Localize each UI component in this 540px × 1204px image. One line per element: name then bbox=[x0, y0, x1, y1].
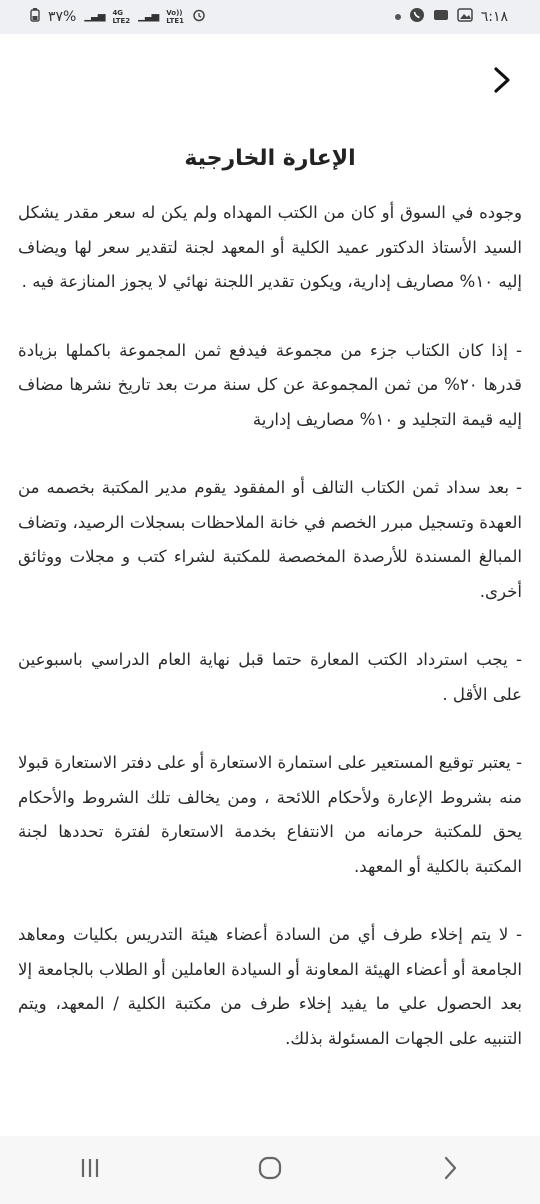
paragraph: وجوده في السوق أو كان من الكتب المهداه ولم يكن له سعر مقدر يشكل السيد الأستاذ الدكتور عميد الكلية أو المعهد لجنة لتقدير سعر لها ويضاف إليه ١٠% مصاريف إدارية، ويكون تقدير اللجنة نهائي لا يجوز المنازعة فيه . bbox=[18, 203, 522, 291]
paragraph: - بعد سداد ثمن الكتاب التالف أو المفقود يقوم مدير المكتبة بخصمه من العهدة وتسجيل مبرر الخصم في خانة الملاحظات بسجلات الرصيد، وتضاف المبالغ المسندة للأرصدة المخصصة للمكتبة لشراء كتب و مجلات ووثائق أخرى. bbox=[17, 478, 522, 601]
recents-icon bbox=[78, 1157, 102, 1183]
status-bar bbox=[0, 0, 540, 34]
paragraph: - لا يتم إخلاء طرف أي من السادة أعضاء هيئة التدريس بكليات ومعاهد الجامعة أو أعضاء الهيئة المعاونة أو السيادة العاملين أو الطلاب بالجامعة إلا بعد الحصول علي ما يفيد إخلاء طرف من مكتبة الكلية / المعهد، ويتم التنبيه على الجهات المسئولة بذلك. bbox=[18, 925, 522, 1048]
home-icon bbox=[257, 1155, 283, 1185]
battery-percent: ٣٧% bbox=[48, 9, 77, 25]
network-indicator-1: 4G LTE2 bbox=[112, 9, 131, 25]
notification-dot-icon bbox=[395, 14, 401, 20]
article-body bbox=[18, 196, 522, 1090]
paragraph: - يعتبر توقيع المستعير على استمارة الاستعارة أو على دفتر الاستعارة قبولا منه بشروط الإعارة ولأحكام اللائحة ، ومن يخالف تلك الشروط والأحكام يحق للمكتبة حرمانه من الانتفاع بخدمة الاستعارة لفترة تحددها لجنة المكتبة بالكلية أو المعهد. bbox=[18, 753, 522, 876]
battery-icon bbox=[30, 8, 40, 26]
status-right bbox=[395, 7, 540, 27]
chevron-right-icon bbox=[492, 66, 512, 98]
back-button[interactable] bbox=[484, 64, 520, 100]
status-left bbox=[0, 8, 206, 26]
page-title: الإعارة الخارجية bbox=[184, 146, 356, 171]
paragraph: - يجب استرداد الكتب المعارة حتما قبل نهاية العام الدراسي باسبوعين على الأقل . bbox=[18, 650, 522, 704]
network-indicator-2: Vo)) LTE1 bbox=[166, 9, 184, 25]
signal-icon: ▁▃▅ bbox=[138, 11, 159, 22]
alarm-icon bbox=[192, 8, 206, 26]
navigation-bar bbox=[0, 1136, 540, 1204]
home-button[interactable] bbox=[240, 1145, 300, 1195]
recents-button[interactable] bbox=[60, 1145, 120, 1195]
signal-icon: ▁▃▅ bbox=[84, 11, 105, 22]
paragraph: - إذا كان الكتاب جزء من مجموعة فيدفع ثمن المجموعة باكملها بزيادة قدرها ٢٠% من ثمن المجموعة عن كل سنة مرت بعد تاريخ نشرها مضاف إليه قيمة التجليد و ١٠% مصاريف إدارية bbox=[18, 340, 522, 429]
chevron-right-icon bbox=[442, 1156, 458, 1184]
gallery-icon bbox=[457, 8, 473, 26]
notification-icon bbox=[433, 8, 449, 26]
nav-back-button[interactable] bbox=[420, 1145, 480, 1195]
clock-time: ٦:١٨ bbox=[480, 9, 508, 25]
whatsapp-icon bbox=[409, 7, 425, 27]
